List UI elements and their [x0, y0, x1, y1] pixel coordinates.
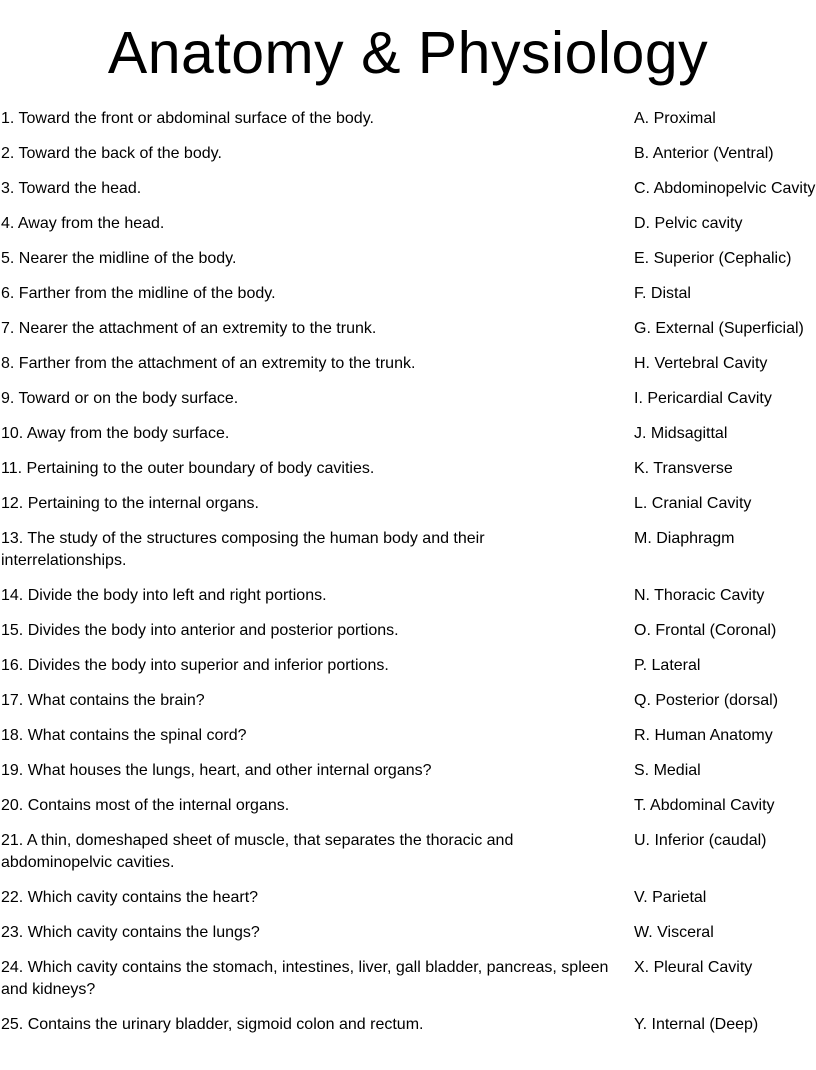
question: [1, 1014, 634, 1036]
answer-option: [634, 388, 772, 410]
matching-row: [1, 283, 816, 305]
question-text: Divide the body into left and right portions.: [27, 587, 327, 604]
question: [1, 620, 634, 642]
answer-option: [634, 248, 791, 270]
answer-text: Visceral: [657, 924, 714, 941]
question: [1, 108, 634, 130]
answer-letter: K.: [634, 460, 650, 477]
answer-letter: Y.: [634, 1016, 648, 1033]
question-text: What contains the brain?: [27, 692, 205, 709]
question: [1, 725, 634, 747]
question-number: 1.: [1, 110, 15, 127]
matching-row: [1, 178, 816, 200]
matching-row: [1, 922, 816, 944]
answer-text: External (Superficial): [655, 320, 804, 337]
answer-letter: E.: [634, 250, 650, 267]
answer-letter: V.: [634, 889, 648, 906]
worksheet-page: [0, 14, 816, 1070]
matching-row: [1, 887, 816, 909]
answer-option: [634, 318, 804, 340]
answer-letter: B.: [634, 145, 650, 162]
matching-row: [1, 143, 816, 165]
question-number: 14.: [1, 587, 24, 604]
question-number: 5.: [1, 250, 15, 267]
answer-option: [634, 830, 767, 852]
question-number: 13.: [1, 530, 24, 547]
answer-letter: X.: [634, 959, 650, 976]
question: [1, 795, 634, 817]
answer-letter: G.: [634, 320, 651, 337]
question-number: 11.: [1, 460, 23, 477]
question: [1, 887, 634, 909]
answer-letter: O.: [634, 622, 651, 639]
question-number: 3.: [1, 180, 15, 197]
question-text: Farther from the attachment of an extremity to the trunk.: [18, 355, 416, 372]
question: [1, 760, 634, 782]
question-number: 4.: [1, 215, 15, 232]
question: [1, 318, 634, 340]
answer-letter: L.: [634, 495, 648, 512]
answer-letter: C.: [634, 180, 650, 197]
answer-text: Midsagittal: [650, 425, 728, 442]
page-title: Anatomy & Physiology: [107, 20, 709, 86]
question: [1, 353, 634, 375]
answer-letter: J.: [634, 425, 647, 442]
question: [1, 528, 634, 572]
answer-option: [634, 493, 751, 515]
question-text: Toward or on the body surface.: [18, 390, 239, 407]
answer-letter: W.: [634, 924, 653, 941]
answer-option: [634, 957, 752, 979]
answer-text: Medial: [653, 762, 701, 779]
question-text: Toward the head.: [18, 180, 142, 197]
matching-row: [1, 318, 816, 340]
answer-text: Lateral: [651, 657, 701, 674]
question-text: Nearer the attachment of an extremity to the trunk.: [18, 320, 377, 337]
answer-text: Distal: [650, 285, 691, 302]
matching-row: [1, 690, 816, 712]
question-number: 24.: [1, 959, 24, 976]
matching-row: [1, 458, 816, 480]
matching-row: [1, 830, 816, 874]
question-text: Contains most of the internal organs.: [27, 797, 290, 814]
answer-option: [634, 1014, 758, 1036]
question: [1, 283, 634, 305]
answer-letter: F.: [634, 285, 647, 302]
answer-text: Abdominopelvic Cavity: [653, 180, 816, 197]
question-text: Which cavity contains the stomach, intestines, liver, gall bladder, pancreas, spleen and kidneys?: [1, 959, 609, 998]
matching-row: [1, 1014, 816, 1036]
matching-row: [1, 620, 816, 642]
question-number: 18.: [1, 727, 24, 744]
answer-text: Inferior (caudal): [654, 832, 767, 849]
question: [1, 830, 634, 874]
answer-text: Pericardial Cavity: [647, 390, 772, 407]
question: [1, 458, 634, 480]
answer-text: Vertebral Cavity: [654, 355, 768, 372]
question-number: 15.: [1, 622, 24, 639]
answer-text: Diaphragm: [656, 530, 735, 547]
matching-row: [1, 585, 816, 607]
question-number: 19.: [1, 762, 24, 779]
question-number: 7.: [1, 320, 15, 337]
answer-letter: M.: [634, 530, 652, 547]
question-number: 25.: [1, 1016, 24, 1033]
answer-option: [634, 283, 691, 305]
question-number: 10.: [1, 425, 24, 442]
question-text: Which cavity contains the heart?: [27, 889, 259, 906]
question-number: 17.: [1, 692, 24, 709]
question-text: Away from the head.: [17, 215, 165, 232]
matching-row: [1, 493, 816, 515]
answer-option: [634, 423, 727, 445]
answer-text: Posterior (dorsal): [655, 692, 779, 709]
answer-letter: P.: [634, 657, 648, 674]
question-text: Pertaining to the outer boundary of body cavities.: [26, 460, 375, 477]
answer-letter: D.: [634, 215, 650, 232]
answer-option: [634, 795, 775, 817]
matching-row: [1, 423, 816, 445]
question: [1, 248, 634, 270]
question-text: Farther from the midline of the body.: [18, 285, 276, 302]
matching-row: [1, 213, 816, 235]
question: [1, 922, 634, 944]
question-number: 21.: [1, 832, 24, 849]
answer-option: [634, 690, 778, 712]
answer-option: [634, 725, 773, 747]
matching-list: [0, 108, 816, 1036]
answer-text: Human Anatomy: [654, 727, 773, 744]
answer-text: Transverse: [653, 460, 733, 477]
question-number: 22.: [1, 889, 24, 906]
question-text: Contains the urinary bladder, sigmoid colon and rectum.: [27, 1016, 424, 1033]
answer-option: [634, 353, 767, 375]
answer-text: Proximal: [653, 110, 716, 127]
answer-letter: I.: [634, 390, 643, 407]
answer-letter: T.: [634, 797, 647, 814]
matching-row: [1, 795, 816, 817]
question-text: Pertaining to the internal organs.: [27, 495, 259, 512]
answer-option: [634, 108, 716, 130]
question-text: Toward the back of the body.: [18, 145, 222, 162]
question: [1, 493, 634, 515]
question-number: 8.: [1, 355, 15, 372]
question-text: Divides the body into superior and inferior portions.: [27, 657, 389, 674]
question-number: 20.: [1, 797, 24, 814]
question: [1, 957, 634, 1001]
answer-text: Thoracic Cavity: [654, 587, 765, 604]
question: [1, 178, 634, 200]
matching-row: [1, 528, 816, 572]
answer-letter: S.: [634, 762, 650, 779]
matching-row: [1, 248, 816, 270]
answer-letter: H.: [634, 355, 650, 372]
answer-letter: R.: [634, 727, 650, 744]
answer-option: [634, 528, 735, 550]
answer-text: Abdominal Cavity: [650, 797, 775, 814]
question-number: 2.: [1, 145, 15, 162]
answer-text: Anterior (Ventral): [652, 145, 774, 162]
question-number: 9.: [1, 390, 15, 407]
answer-option: [634, 143, 774, 165]
question-text: Divides the body into anterior and posterior portions.: [27, 622, 399, 639]
answer-option: [634, 887, 706, 909]
question-text: The study of the structures composing the human body and their interrelationships.: [1, 530, 485, 569]
question-number: 16.: [1, 657, 24, 674]
answer-option: [634, 620, 776, 642]
answer-option: [634, 458, 733, 480]
question: [1, 143, 634, 165]
question-text: Toward the front or abdominal surface of the body.: [18, 110, 374, 127]
answer-text: Cranial Cavity: [651, 495, 752, 512]
answer-letter: U.: [634, 832, 650, 849]
question-text: Nearer the midline of the body.: [18, 250, 237, 267]
answer-text: Pelvic cavity: [654, 215, 743, 232]
question: [1, 655, 634, 677]
question-text: Away from the body surface.: [26, 425, 230, 442]
matching-row: [1, 108, 816, 130]
answer-option: [634, 922, 714, 944]
matching-row: [1, 760, 816, 782]
matching-row: [1, 353, 816, 375]
question-number: 6.: [1, 285, 15, 302]
answer-text: Internal (Deep): [651, 1016, 759, 1033]
answer-text: Frontal (Coronal): [655, 622, 777, 639]
answer-text: Superior (Cephalic): [653, 250, 792, 267]
answer-text: Parietal: [652, 889, 707, 906]
question: [1, 585, 634, 607]
question: [1, 423, 634, 445]
answer-option: [634, 178, 815, 200]
answer-option: [634, 760, 701, 782]
question-text: What houses the lungs, heart, and other internal organs?: [27, 762, 432, 779]
answer-option: [634, 213, 742, 235]
answer-text: Pleural Cavity: [653, 959, 753, 976]
question-text: Which cavity contains the lungs?: [27, 924, 260, 941]
question-text: A thin, domeshaped sheet of muscle, that separates the thoracic and abdominopelvic cavities.: [1, 832, 514, 871]
answer-letter: A.: [634, 110, 650, 127]
matching-row: [1, 655, 816, 677]
answer-letter: N.: [634, 587, 650, 604]
matching-row: [1, 388, 816, 410]
question: [1, 690, 634, 712]
answer-option: [634, 585, 764, 607]
question-number: 12.: [1, 495, 24, 512]
question: [1, 388, 634, 410]
question-text: What contains the spinal cord?: [27, 727, 247, 744]
question: [1, 213, 634, 235]
answer-option: [634, 655, 700, 677]
answer-letter: Q.: [634, 692, 651, 709]
matching-row: [1, 957, 816, 1001]
question-number: 23.: [1, 924, 24, 941]
matching-row: [1, 725, 816, 747]
